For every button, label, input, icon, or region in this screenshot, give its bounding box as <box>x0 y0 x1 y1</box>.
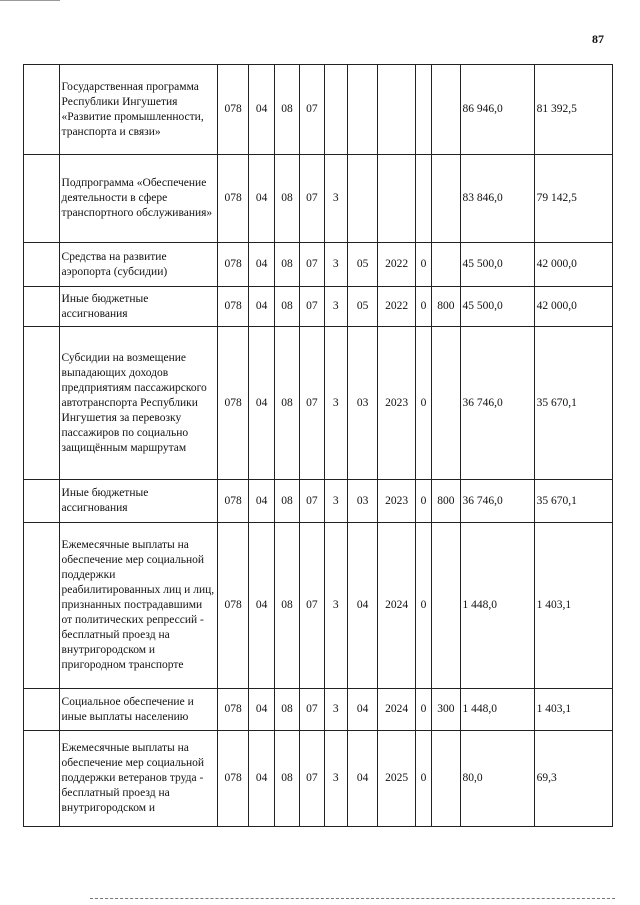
top-edge-rule <box>0 0 60 1</box>
expense-type-code <box>432 731 460 827</box>
table-row <box>24 65 613 155</box>
event-code <box>347 155 377 243</box>
program-code: 07 <box>300 523 324 689</box>
section-code: 04 <box>249 480 274 523</box>
amount-2: 42 000,0 <box>534 287 612 327</box>
extra-code <box>415 65 431 155</box>
page-number: 87 <box>592 32 604 46</box>
direction-code <box>378 65 416 155</box>
event-code: 05 <box>347 287 377 327</box>
section-code: 04 <box>249 243 274 287</box>
amount-1: 1 448,0 <box>460 689 534 731</box>
subsection-code: 08 <box>274 65 299 155</box>
item-name: Государственная программа Республики Ингушетия «Развитие промышленности, транспорта и связи» <box>59 65 217 155</box>
ministry-code: 078 <box>217 523 248 689</box>
program-code: 07 <box>300 327 324 480</box>
table-row <box>24 523 613 689</box>
direction-code: 2022 <box>378 287 416 327</box>
ministry-code: 078 <box>217 243 248 287</box>
empty-cell <box>24 327 60 480</box>
amount-1: 1 448,0 <box>460 523 534 689</box>
empty-cell <box>24 689 60 731</box>
amount-1: 45 500,0 <box>460 287 534 327</box>
direction-code: 2023 <box>378 327 416 480</box>
subprogram-code: 3 <box>324 327 347 480</box>
expense-type-code: 300 <box>432 689 460 731</box>
extra-code: 0 <box>415 243 431 287</box>
program-code: 07 <box>300 480 324 523</box>
ministry-code: 078 <box>217 155 248 243</box>
extra-code: 0 <box>415 731 431 827</box>
section-code: 04 <box>249 155 274 243</box>
empty-cell <box>24 65 60 155</box>
subprogram-code: 3 <box>324 480 347 523</box>
amount-2: 1 403,1 <box>534 523 612 689</box>
subprogram-code: 3 <box>324 243 347 287</box>
item-name: Подпрограмма «Обеспечение деятельности в сфере транспортного обслуживания» <box>59 155 217 243</box>
empty-cell <box>24 155 60 243</box>
expense-type-code <box>432 327 460 480</box>
section-code: 04 <box>249 327 274 480</box>
budget-table <box>23 64 613 827</box>
amount-2: 69,3 <box>534 731 612 827</box>
program-code: 07 <box>300 65 324 155</box>
event-code: 04 <box>347 523 377 689</box>
amount-1: 83 846,0 <box>460 155 534 243</box>
expense-type-code: 800 <box>432 287 460 327</box>
item-name: Социальное обеспечение и иные выплаты населению <box>59 689 217 731</box>
subprogram-code <box>324 65 347 155</box>
program-code: 07 <box>300 689 324 731</box>
subsection-code: 08 <box>274 523 299 689</box>
expense-type-code <box>432 523 460 689</box>
item-name: Средства на развитие аэропорта (субсидии) <box>59 243 217 287</box>
ministry-code: 078 <box>217 689 248 731</box>
subsection-code: 08 <box>274 689 299 731</box>
event-code: 03 <box>347 480 377 523</box>
empty-cell <box>24 243 60 287</box>
subprogram-code: 3 <box>324 689 347 731</box>
subsection-code: 08 <box>274 731 299 827</box>
bottom-scan-rule <box>90 898 615 899</box>
extra-code <box>415 155 431 243</box>
extra-code: 0 <box>415 480 431 523</box>
program-code: 07 <box>300 731 324 827</box>
event-code <box>347 65 377 155</box>
program-code: 07 <box>300 243 324 287</box>
empty-cell <box>24 480 60 523</box>
event-code: 04 <box>347 689 377 731</box>
amount-2: 1 403,1 <box>534 689 612 731</box>
empty-cell <box>24 731 60 827</box>
section-code: 04 <box>249 287 274 327</box>
program-code: 07 <box>300 155 324 243</box>
ministry-code: 078 <box>217 327 248 480</box>
subsection-code: 08 <box>274 480 299 523</box>
expense-type-code <box>432 155 460 243</box>
table-row <box>24 327 613 480</box>
empty-cell <box>24 523 60 689</box>
table-row <box>24 155 613 243</box>
expense-type-code: 800 <box>432 480 460 523</box>
amount-1: 36 746,0 <box>460 327 534 480</box>
amount-1: 36 746,0 <box>460 480 534 523</box>
ministry-code: 078 <box>217 731 248 827</box>
item-name: Иные бюджетные ассигнования <box>59 287 217 327</box>
ministry-code: 078 <box>217 287 248 327</box>
expense-type-code <box>432 243 460 287</box>
expense-type-code <box>432 65 460 155</box>
direction-code <box>378 155 416 243</box>
program-code: 07 <box>300 287 324 327</box>
subprogram-code: 3 <box>324 155 347 243</box>
ministry-code: 078 <box>217 65 248 155</box>
extra-code: 0 <box>415 327 431 480</box>
section-code: 04 <box>249 689 274 731</box>
table-row <box>24 689 613 731</box>
subprogram-code: 3 <box>324 731 347 827</box>
section-code: 04 <box>249 731 274 827</box>
item-name: Субсидии на возмещение выпадающих доходов предприятиям пассажирского автотранспорта Республики Ингушетия за перевозку пассажиров по социально защищённым маршрутам <box>59 327 217 480</box>
extra-code: 0 <box>415 287 431 327</box>
table-row <box>24 287 613 327</box>
item-name: Ежемесячные выплаты на обеспечение мер социальной поддержки ветеранов труда - бесплатный проезд на внутригородском и <box>59 731 217 827</box>
direction-code: 2022 <box>378 243 416 287</box>
subprogram-code: 3 <box>324 523 347 689</box>
amount-2: 81 392,5 <box>534 65 612 155</box>
table-row <box>24 731 613 827</box>
amount-2: 35 670,1 <box>534 327 612 480</box>
direction-code: 2024 <box>378 523 416 689</box>
subsection-code: 08 <box>274 243 299 287</box>
amount-1: 86 946,0 <box>460 65 534 155</box>
amount-2: 35 670,1 <box>534 480 612 523</box>
section-code: 04 <box>249 523 274 689</box>
subsection-code: 08 <box>274 287 299 327</box>
event-code: 04 <box>347 731 377 827</box>
direction-code: 2024 <box>378 689 416 731</box>
section-code: 04 <box>249 65 274 155</box>
extra-code: 0 <box>415 523 431 689</box>
item-name: Иные бюджетные ассигнования <box>59 480 217 523</box>
extra-code: 0 <box>415 689 431 731</box>
amount-2: 42 000,0 <box>534 243 612 287</box>
table-row <box>24 480 613 523</box>
subsection-code: 08 <box>274 327 299 480</box>
subprogram-code: 3 <box>324 287 347 327</box>
subsection-code: 08 <box>274 155 299 243</box>
direction-code: 2023 <box>378 480 416 523</box>
direction-code: 2025 <box>378 731 416 827</box>
event-code: 05 <box>347 243 377 287</box>
amount-1: 80,0 <box>460 731 534 827</box>
amount-2: 79 142,5 <box>534 155 612 243</box>
ministry-code: 078 <box>217 480 248 523</box>
table-row <box>24 243 613 287</box>
amount-1: 45 500,0 <box>460 243 534 287</box>
event-code: 03 <box>347 327 377 480</box>
item-name: Ежемесячные выплаты на обеспечение мер социальной поддержки реабилитированных лиц и лиц, признанных пострадавшими от политических репрессий - бесплатный проезд на внутригородском и пригородном транспорте <box>59 523 217 689</box>
empty-cell <box>24 287 60 327</box>
